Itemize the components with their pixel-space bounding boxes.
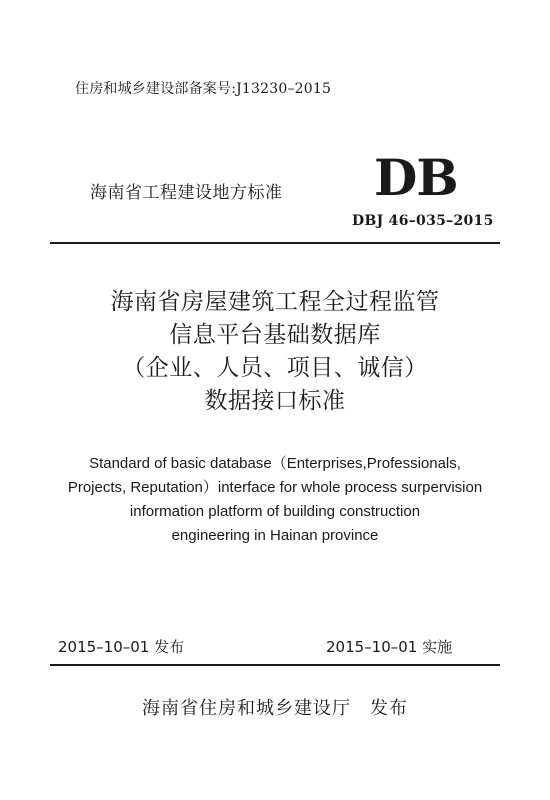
english-title-line: Projects, Reputation）interface for whole process surpervision <box>67 479 483 496</box>
publisher: 海南省住房和城乡建设厅 发布 <box>142 698 408 719</box>
english-title-line: Standard of basic database（Enterprises,Professionals, <box>89 455 461 472</box>
english-title <box>30 452 520 548</box>
english-title-line: information platform of building construction <box>129 503 421 520</box>
english-title-line: engineering in Hainan province <box>171 527 379 544</box>
top-divider <box>50 242 500 244</box>
chinese-title-line: 信息平台基础数据库 <box>169 322 381 348</box>
db-mark: DB <box>374 148 458 207</box>
chinese-title-line: 数据接口标准 <box>204 388 346 414</box>
chinese-title <box>40 286 510 418</box>
standard-number: DBJ 46–035–2015 <box>352 213 494 229</box>
filing-record-number: 住房和城乡建设部备案号:J13230–2015 <box>75 81 332 97</box>
bottom-divider <box>50 664 500 666</box>
standard-type-label: 海南省工程建设地方标准 <box>90 183 283 203</box>
implementation-date: 2015–10–01 实施 <box>326 638 453 656</box>
chinese-title-line: （企业、人员、项目、诚信） <box>122 355 428 381</box>
chinese-title-line: 海南省房屋建筑工程全过程监管 <box>110 289 440 315</box>
issue-date: 2015–10–01 发布 <box>58 638 185 656</box>
